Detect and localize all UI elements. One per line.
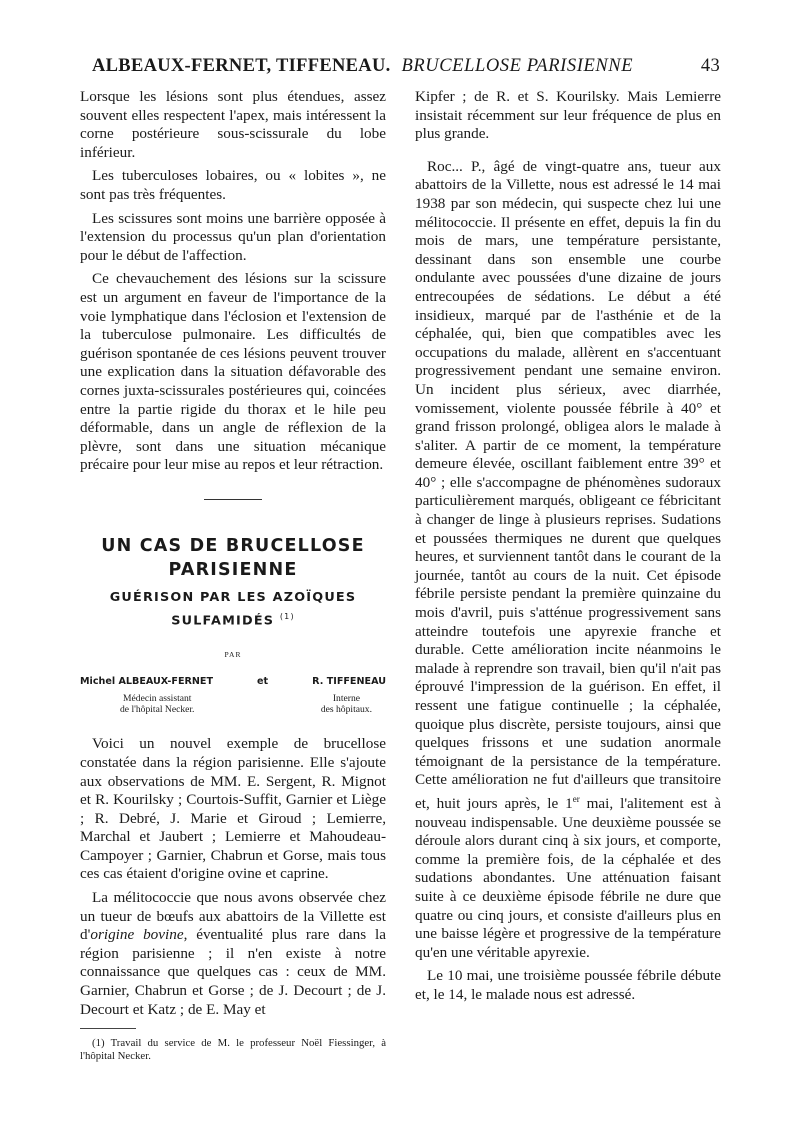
footnote-mark: (1) (279, 611, 295, 621)
left-column (80, 88, 386, 1068)
paragraph: Lorsque les lésions sont plus étendues, assez souvent elles respectent l'apex, mais intéressent la corne postérieure sous-scissurale du lobe inférieur. (80, 88, 386, 161)
paragraph (415, 158, 721, 963)
paragraph: Voici un nouvel exemple de brucellose constatée dans la région parisienne. Elle s'ajoute aux observations de MM. E. Sergent, R. Mignot et R. Kourilsky ; Courtois-Suffit, Garnier et Liège ; R. Debré, J. Marie et Giroud ; Lemierre, Marchal et Jaubert ; Lemierre et Mahoudeau-Campoyer ; Garnier, Chabrun et Gorse, mais tous ces cas étaient d'origine ovine et caprine. (80, 735, 386, 883)
header-running-title: BRUCELLOSE PARISIENNE (401, 56, 634, 76)
paragraph (80, 889, 386, 1019)
section-separator (204, 499, 262, 500)
right-column (415, 88, 721, 1010)
byline-conjunction: et (257, 675, 269, 687)
affiliation (321, 693, 372, 715)
article-subtitle-line: GUÉRISON PAR LES AZOÏQUES (109, 589, 357, 605)
paragraph: Les scissures sont moins une barrière opposée à l'extension du processus qu'un plan d'orientation pour le début de l'affection. (80, 209, 386, 264)
affiliations (80, 693, 386, 715)
paragraph: Ce chevauchement des lésions sur la scissure est un argument en faveur de l'importance de la voie lymphatique dans l'éclosion et l'extension de la tuberculose pulmonaire. Les difficultés de guérison spontanée de ces lésions peuvent trouver une explication dans la situation défavorable des cornes juxta-scissurales postérieures qui, coincées entre la partie rigide du thorax et le hile peu déformable, dans un angle de réflexion de la plèvre, sont dans une situation mécanique précaire pour leur mise au repos et leur rétraction. (80, 270, 386, 474)
affiliation-line: de l'hôpital Necker. (120, 704, 195, 716)
article-title-line: PARISIENNE (168, 559, 298, 580)
paragraph: Kipfer ; de R. et S. Kourilsky. Mais Lemierre insistait récemment sur leur fréquence de plus en plus grande. (415, 88, 721, 143)
text-run: La mélitococcie que nous avons observée chez un tueur de bœufs aux abattoirs de la Villette est d' (80, 889, 386, 944)
text-run: Roc... P., âgé de vingt-quatre ans, tueur aux abattoirs de la Villette, nous est adressé le 14 mai 1938 par son médecin, qui suspecte chez lui une mélitococcie. Il présente en effet, depuis la fin du mois de mars, une température persistante, dessinant dans son ensemble une courbe ondulante avec poussées d'une dizaine de jours entrecoupées de sédations. Le début a été insidieux, marqué par de l'asthénie et de la céphalée, qui, bien que compatibles avec les occupations du malade, allèrent en s'accentuant progressivement pendant une semaine environ. Un incident plus sérieux, avec diarrhée, vomissement, violente poussée fébrile à 40° et grand frisson prolongé, obligea alors le malade à s'aliter. A partir de ce moment, la température demeure élevée, oscillant faiblement entre 39° et 40° ; elle s'accompagne de phénomènes sudoraux particulièrement marqués, obligeant ce fébricitant à changer de linge à plusieurs reprises. Sudations et poussées thermiques ne durent que quelques heures, et surviennent tantôt dans le courant de la journée, tantôt au cours de la nuit. Cet épisode fébrile persiste pendant la première quinzaine du mois d'avril, puis s'atténue progressivement sans atteindre toutefois une apyrexie franche et durable. Cette amélioration incite néanmoins le malade à reprendre son travail, bien qu'il n'ait pas éprouvé l'impression de la guérison. En effet, il ressent une fatigue continuelle ; la céphalée, quoique plus discrète, persiste toujours, ainsi que quelques frissons et une sudation anormale témoignant de la persistance de la température. Cette amélioration ne fut d'ailleurs que transitoire et, huit jours après, le 1 (415, 157, 721, 813)
author-name: Michel ALBEAUX-FERNET (80, 675, 214, 687)
italic-text: origine bovine (90, 926, 184, 944)
header-authors: ALBEAUX-FERNET, TIFFENEAU. (92, 56, 391, 76)
running-header (92, 56, 720, 82)
paragraph: Les tuberculoses lobaires, ou « lobites », ne sont pas très fréquentes. (80, 167, 386, 203)
footnote-rule (80, 1028, 136, 1029)
footnote: (1) Travail du service de M. le professeur Noël Fiessinger, à l'hôpital Necker. (80, 1037, 386, 1063)
article-title-line: UN CAS DE BRUCELLOSE (101, 535, 365, 556)
text-run: , éventualité plus rare dans la région parisienne ; il n'en existe à notre connaissance que quelques cas : ceux de MM. Garnier, Chabrun et Gorse ; de J. Decourt ; de J. Decourt et Katz ; de E. May et (80, 926, 386, 1018)
article-title (80, 534, 386, 582)
par-label: PAR (224, 650, 242, 660)
article-subtitle-line: SULFAMIDÉS (171, 613, 275, 629)
article-subtitle (80, 588, 386, 630)
ordinal-suffix: er (572, 793, 580, 804)
byline (80, 673, 386, 692)
affiliation-line: Médecin assistant (122, 693, 192, 705)
affiliation-line: Interne (332, 693, 360, 705)
affiliation-line: des hôpitaux. (320, 704, 372, 716)
text-run: mai, l'alitement est à nouveau indispensable. Une deuxième poussée se déroule alors durant cinq à six jours, et comporte, comme la première fois, de la céphalée et des sudations abondantes. Une atténuation faisant suite à ce deuxième épisode fébrile ne dure que quatre ou cinq jours, et consiste d'ailleurs plus en une baisse légère et progressive de la température qu'en une véritable apyrexie. (415, 795, 721, 961)
author-name: R. TIFFENEAU (312, 675, 386, 687)
affiliation (120, 693, 194, 715)
paragraph: Le 10 mai, une troisième poussée fébrile débute et, le 14, le malade nous est adressé. (415, 967, 721, 1003)
page-number: 43 (700, 56, 720, 76)
